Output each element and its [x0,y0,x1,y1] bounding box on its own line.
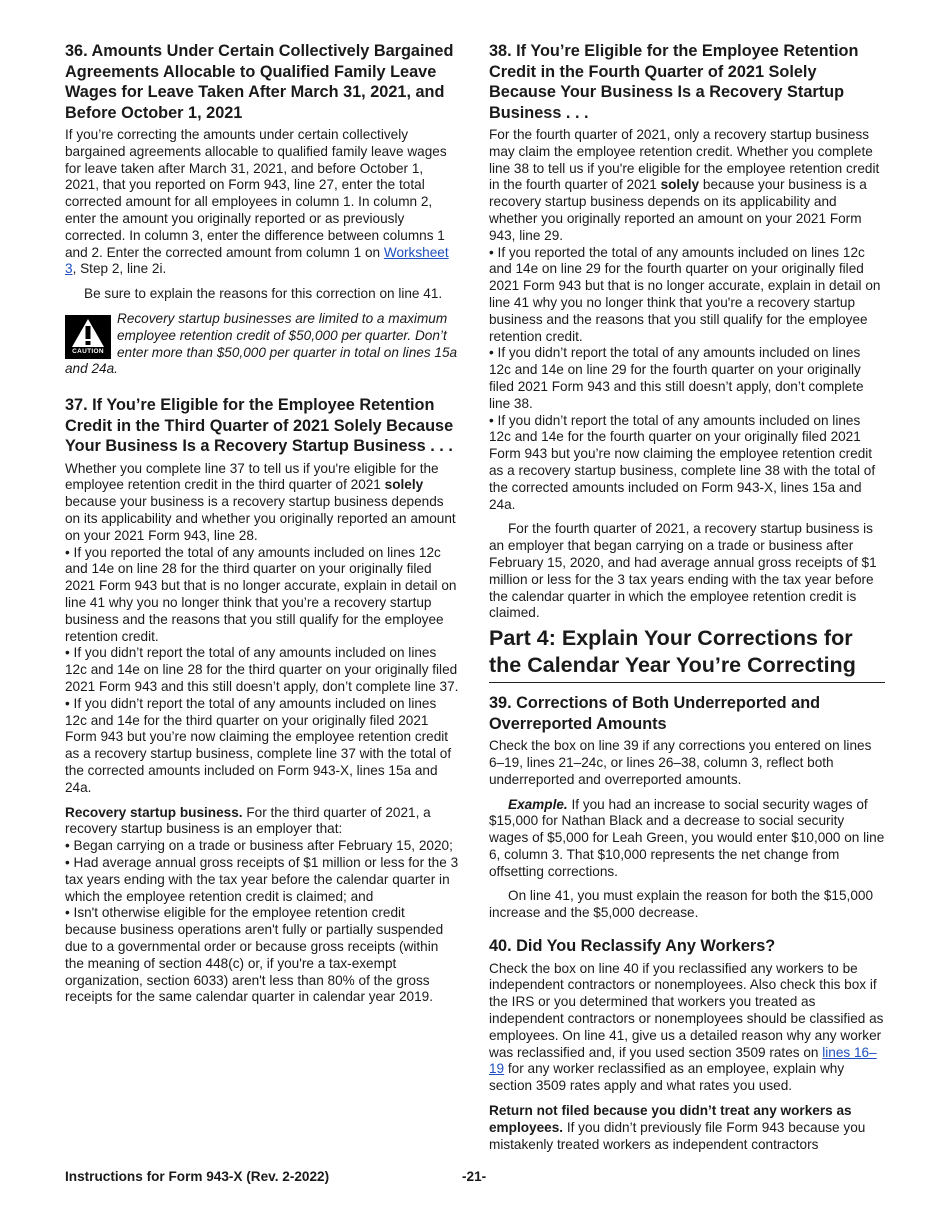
section-37-bullet: • If you didn’t report the total of any amounts included on lines 12c and 14e for the third quarter on your originally filed 2021 Form 943 but you’re now claiming the employee retention credit as a recovery startup business, complete line 37 with the total of the corrected amounts included on Form 943-X, lines 15a and 24a. [65,695,452,795]
section-38-bullet: • If you didn’t report the total of any amounts included on lines 12c and 14e for the fourth quarter on your originally filed 2021 Form 943 but you’re now claiming the employee retention credit as a recovery startup business, complete line 38 with the total of the corrected amounts included on Form 943-X, lines 15a and 24a. [489,412,876,512]
section-38-bullet: • If you didn’t report the total of any amounts included on lines 12c and 14e on line 29 for the fourth quarter on your originally filed 2021 Form 943 and this still doesn’t apply, don’t complete line 38. [489,345,864,411]
section-36-heading: 36. Amounts Under Certain Collectively Bargained Agreements Allocable to Qualified Family Leave Wages for Leave Taken After March 31, 2021, and Before October 1, 2021 [65,42,454,122]
section-37-heading: 37. If You’re Eligible for the Employee Retention Credit in the Third Quarter of 2021 Solely Because Your Business Is a Recovery Startup Business . . . [65,396,454,456]
return-not-filed-paragraph: Return not filed because you didn’t treat any workers as employees. If you didn’t previously file Form 943 because you mistakenly treated workers as independent contractors [489,1102,866,1152]
section-38-heading: 38. If You’re Eligible for the Employee Retention Credit in the Fourth Quarter of 2021 Solely Because Your Business Is a Recovery Startup Business . . . [489,42,859,122]
caution-note [65,311,459,378]
section-39-note: On line 41, you must explain the reason for both the $15,000 increase and the $5,000 decrease. [489,888,874,921]
section-38-paragraph: For the fourth quarter of 2021, only a recovery startup business may claim the employee retention credit. Whether you complete line 38 to tell us if you're eligible for the employee retention credit in the fourth quarter of 2021 solely because your business is a recovery startup business depends on its applicability and whether you originally reported an amount on your 2021 Form 943, line 29. [489,127,880,243]
section-40-paragraph: Check the box on line 40 if you reclassified any workers to be independent contractors or nonemployees. Also check this box if the IRS or you determined that workers you treated as independent contractors or nonemployees should be classified as employees. On line 41, give us a detailed reason why any worker was reclassified and, if you used section 3509 rates on lines 16–19 for any worker reclassified as an employee, explain why section 3509 rates apply and what rates you used. [489,960,884,1094]
section-36-paragraph: If you’re correcting the amounts under certain collectively bargained agreements allocable to qualified family leave wages for leave taken after March 31, 2021, and before October 1, 2021, that you reported on Form 943, line 27, enter the total corrected amount for all employees in column 1. In column 2, enter the amount you originally reported or as previously corrected. In column 3, enter the difference between columns 1 and 2. Enter the corrected amount from column 1 on Worksheet 3, Step 2, line 2i. [65,127,449,277]
section-39-example: Example. If you had an increase to social security wages of $15,000 for Nathan Black and a decrease to social security wages of $5,000 for Leah Green, you would enter $10,000 on line 6, column 3. That $10,000 represents the net change from offsetting corrections. [489,796,885,879]
part-4-heading: Part 4: Explain Your Corrections for the Calendar Year You’re Correcting [489,625,885,683]
recovery-startup-paragraph: Recovery startup business. For the third quarter of 2021, a recovery startup business is an employer that: [65,804,431,837]
page-number: -21- [462,1169,487,1184]
section-38-definition: For the fourth quarter of 2021, a recovery startup business is an employer that began carrying on a trade or business after February 15, 2020, and had average annual gross receipts of $1 million or less for the 3 tax years ending with the tax year before the calendar quarter in which the employee retention credit is claimed. [489,521,877,621]
worksheet-3-link[interactable]: Worksheet 3 [65,244,449,277]
section-40-heading: 40. Did You Reclassify Any Workers? [489,937,776,956]
warning-triangle-icon [71,318,105,348]
section-38-bullet: • If you reported the total of any amounts included on lines 12c and 14e on line 29 for the fourth quarter on your originally filed 2021 Form 943 but that is no longer accurate, explain in detail on line 41 why you no longer think that you're a recovery startup business and the reasons that you still qualify for the employee retention credit. [489,244,881,344]
section-36-explain-note: Be sure to explain the reasons for this correction on line 41. [84,286,443,302]
footer-form-title: Instructions for Form 943-X (Rev. 2-2022) [65,1169,330,1184]
section-37-bullet: • If you didn’t report the total of any amounts included on lines 12c and 14e on line 28 for the third quarter on your originally filed 2021 Form 943 and this still doesn’t apply, don’t complete line 37. [65,645,459,695]
section-39-heading: 39. Corrections of Both Underreported and Overreported Amounts [489,694,821,733]
recovery-startup-bullet: • Isn't otherwise eligible for the employee retention credit because business operations aren't fully or partially suspended due to a governmental order or because gross receipts (within the meaning of section 448(c) or, if you're a tax-exempt organization, section 6033) aren't less than 80% of the gross receipts for the same calendar quarter in calendar year 2019. [65,905,444,1005]
section-39-paragraph: Check the box on line 39 if any corrections you entered on lines 6–19, lines 21–24c, or lines 26–38, column 3, reflect both underreported and overreported amounts. [489,738,872,787]
caution-label: CAUTION [72,347,104,355]
recovery-startup-bullet: • Had average annual gross receipts of $1 million or less for the 3 tax years ending with the tax year before the calendar quarter in which the employee retention credit is claimed; and [65,854,459,904]
lines-16-19-link[interactable]: lines 16–19 [489,1044,877,1077]
recovery-startup-bullet: • Began carrying on a trade or business after February 15, 2020; [65,838,453,854]
left-column [65,41,459,1006]
right-column [489,41,885,1153]
caution-text: Recovery startup businesses are limited to a maximum employee retention credit of $50,000 per quarter. Don’t enter more than $50,000 per quarter in total on lines 15a and 24a. [65,310,458,377]
caution-badge [65,315,111,359]
section-37-paragraph: Whether you complete line 37 to tell us if you're eligible for the employee retention credit in the third quarter of 2021 solely because your business is a recovery startup business depends on its applicability and whether you originally reported an amount on your 2021 Form 943, line 28. [65,460,456,543]
section-37-bullet: • If you reported the total of any amounts included on lines 12c and 14e on line 28 for the third quarter on your originally filed 2021 Form 943 but that is no longer accurate, explain in detail on line 41 why you no longer think that you’re a recovery startup business and the reasons that you still qualify for the employee retention credit. [65,544,457,644]
